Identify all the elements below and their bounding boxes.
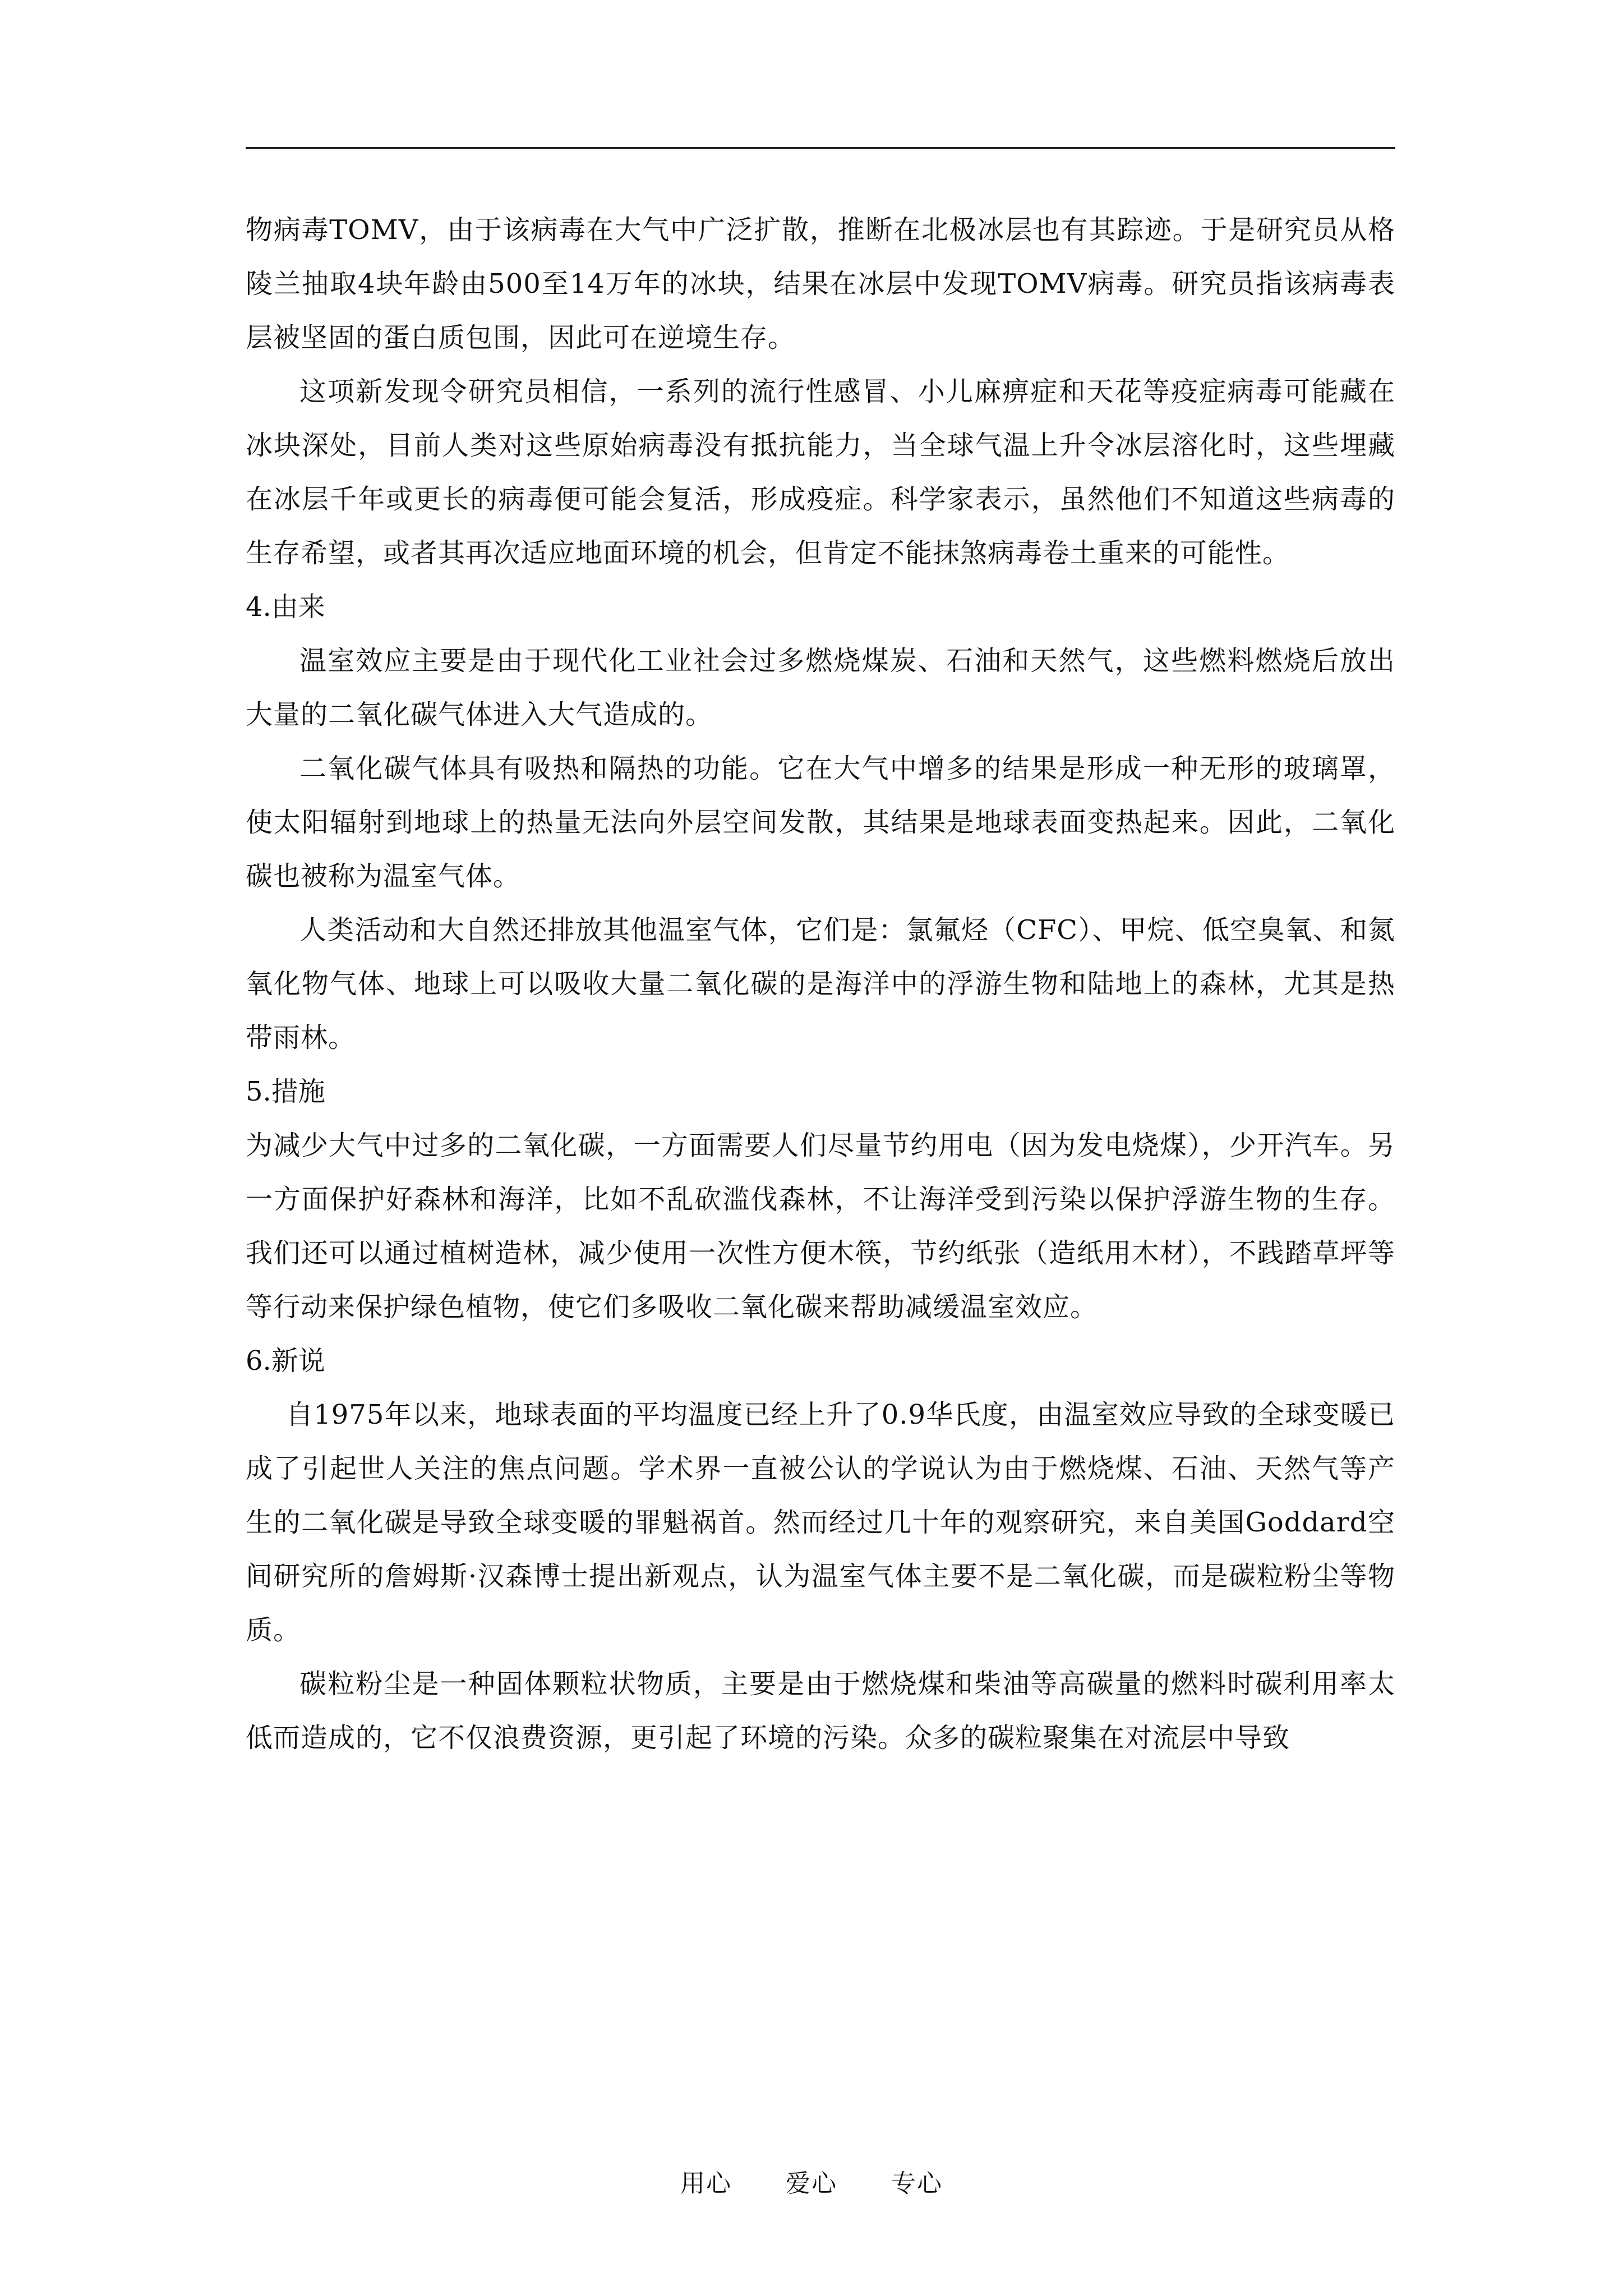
- paragraph-carbon-dust: 碳粒粉尘是一种固体颗粒状物质，主要是由于燃烧煤和柴油等高碳量的燃料时碳利用率太低而造成的，它不仅浪费资源，更引起了环境的污染。众多的碳粒聚集在对流层中导致: [246, 1668, 1395, 1754]
- section-heading-origin: 4.由来: [246, 591, 325, 623]
- paragraph-co2-function: 二氧化碳气体具有吸热和隔热的功能。它在大气中增多的结果是形成一种无形的玻璃罩，使太阳辐射到地球上的热量无法向外层空间发散，其结果是地球表面变热起来。因此，二氧化碳也被称为温室气体。: [246, 753, 1395, 892]
- page-body: [246, 203, 1395, 1765]
- paragraph-other-gases: 人类活动和大自然还排放其他温室气体，它们是：氯氟烃（CFC）、甲烷、低空臭氧、和氮氧化物气体、地球上可以吸收大量二氧化碳的是海洋中的浮游生物和陆地上的森林，尤其是热带雨林。: [246, 914, 1395, 1053]
- paragraph-measures: 为减少大气中过多的二氧化碳，一方面需要人们尽量节约用电（因为发电烧煤），少开汽车。另一方面保护好森林和海洋，比如不乱砍滥伐森林，不让海洋受到污染以保护浮游生物的生存。我们还可以通过植树造林，减少使用一次性方便木筷，节约纸张（造纸用木材），不践踏草坪等等行动来保护绿色植物，使它们多吸收二氧化碳来帮助减缓温室效应。: [246, 1130, 1395, 1323]
- section-heading-new-theory: 6.新说: [246, 1345, 325, 1377]
- header-rule: [246, 147, 1395, 149]
- paragraph-tomv-virus: 物病毒TOMV，由于该病毒在大气中广泛扩散，推断在北极冰层也有其踪迹。于是研究员从格陵兰抽取4块年龄由500至14万年的冰块，结果在冰层中发现TOMV病毒。研究员指该病毒表层被坚固的蛋白质包围，因此可在逆境生存。: [246, 214, 1395, 353]
- section-heading-measures: 5.措施: [246, 1076, 325, 1107]
- paragraph-new-theory: 自1975年以来，地球表面的平均温度已经上升了0.9华氏度，由温室效应导致的全球变暖已 成了引起世人关注的焦点问题。学术界一直被公认的学说认为由于燃烧煤、石油、天然气等产生的二氧化碳是导致全球变暖的罪魁祸首。然而经过几十年的观察研究，来自美国Goddard空间研究所的詹姆斯·汉森博士提出新观点，认为温室气体主要不是二氧化碳，而是碳粒粉尘等物质。: [246, 1399, 1395, 1646]
- paragraph-origin-cause: 温室效应主要是由于现代化工业社会过多燃烧煤炭、石油和天然气，这些燃料燃烧后放出大量的二氧化碳气体进入大气造成的。: [246, 645, 1395, 730]
- paragraph-ancient-viruses: 这项新发现令研究员相信，一系列的流行性感冒、小儿麻痹症和天花等疫症病毒可能藏在冰块深处，目前人类对这些原始病毒没有抵抗能力，当全球气温上升令冰层溶化时，这些埋藏在冰层千年或更长的病毒便可能会复活，形成疫症。科学家表示，虽然他们不知道这些病毒的生存希望，或者其再次适应地面环境的机会，但肯定不能抹煞病毒卷土重来的可能性。: [246, 376, 1395, 569]
- page-footer: [0, 2163, 1623, 2199]
- footer-word: 用心: [680, 2169, 732, 2198]
- footer-word: 爱心: [786, 2169, 837, 2198]
- footer-word: 专心: [891, 2169, 943, 2198]
